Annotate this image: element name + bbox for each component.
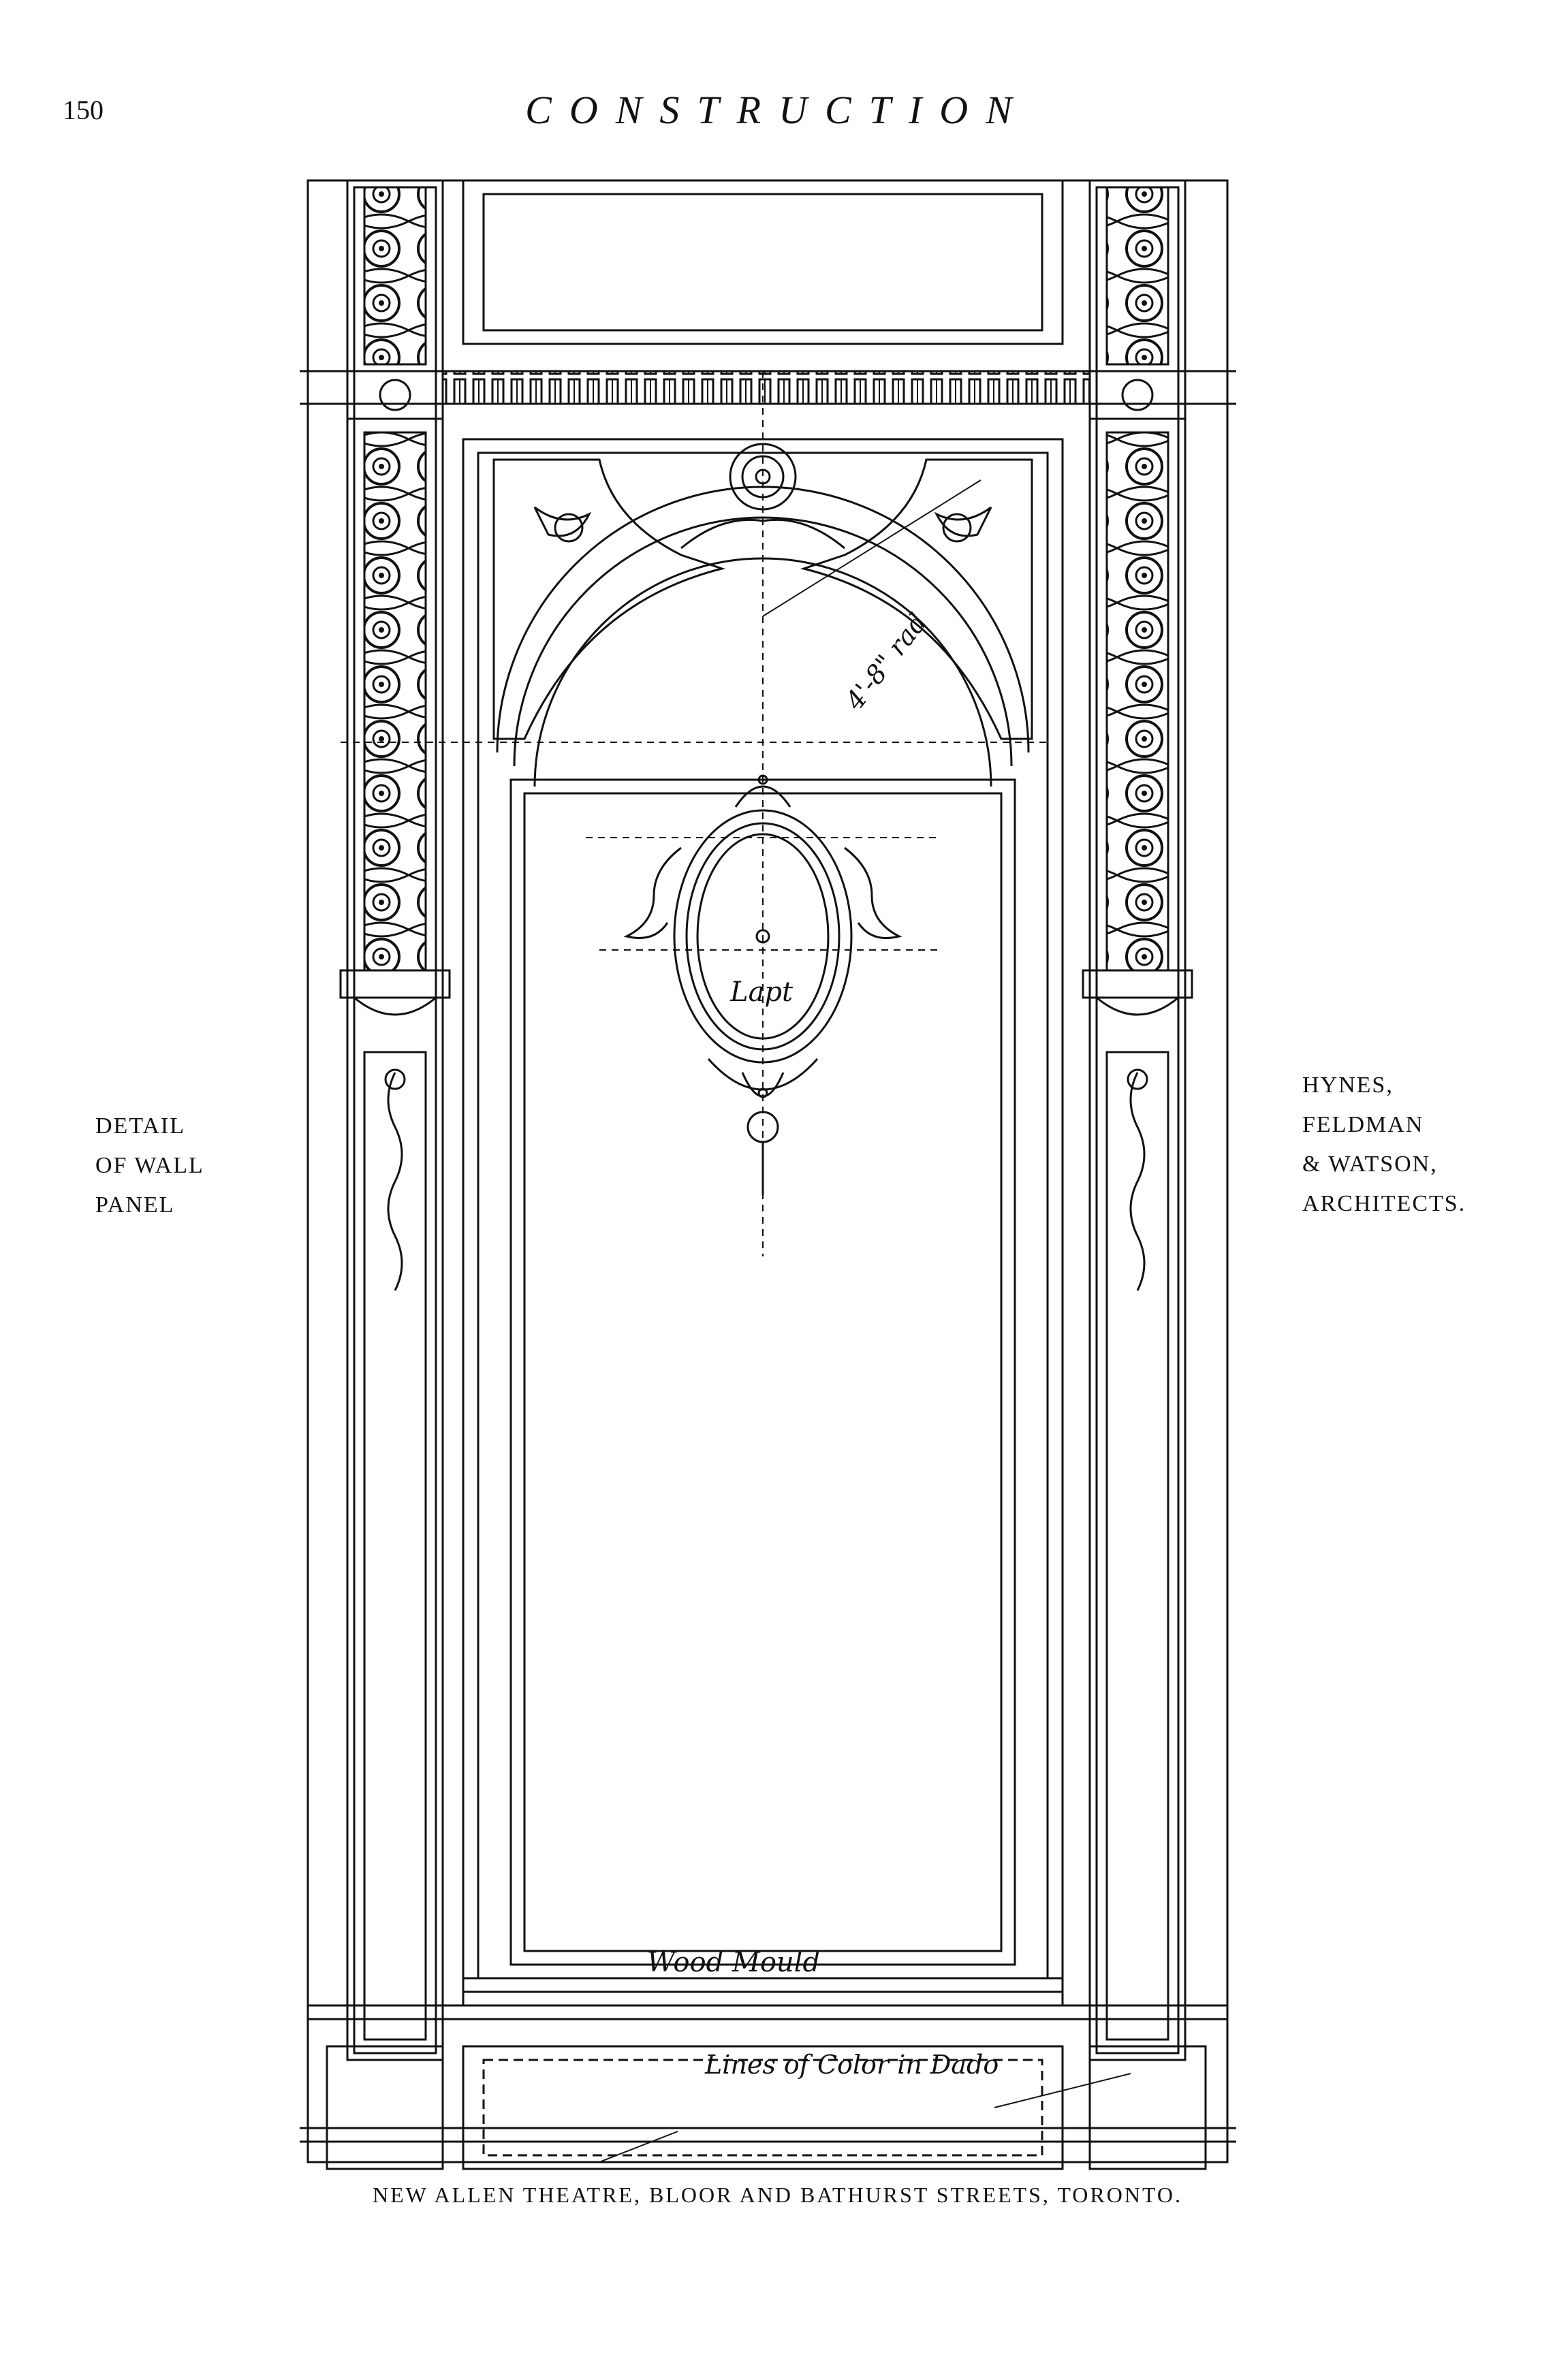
architect-line-3: & WATSON, [1302, 1152, 1438, 1177]
architect-line-1: HYNES, [1302, 1073, 1394, 1098]
figure-caption: NEW ALLEN THEATRE, BLOOR AND BATHURST STREETS, TORONTO. [372, 2183, 1183, 2207]
wood-moulding-note: Wood Mould [647, 1947, 821, 1978]
page-number: 150 [63, 95, 104, 125]
figure-title-line-3: PANEL [95, 1192, 175, 1218]
figure-title-line-2: OF WALL [95, 1153, 204, 1178]
architect-credit [1302, 1066, 1466, 1224]
running-title: CONSTRUCTION [525, 88, 1030, 132]
architect-line-4: ARCHITECTS. [1302, 1191, 1466, 1216]
wall-panel-drawing [300, 167, 1236, 2172]
oval-center-note: Lapt [730, 977, 794, 1008]
dado-color-note: Lines of Color in Dado [705, 2050, 999, 2080]
figure-title [95, 1107, 204, 1225]
architect-line-2: FELDMAN [1302, 1112, 1424, 1137]
radius-note: 4'-8" rad [839, 607, 933, 716]
figure-title-line-1: DETAIL [95, 1113, 186, 1139]
